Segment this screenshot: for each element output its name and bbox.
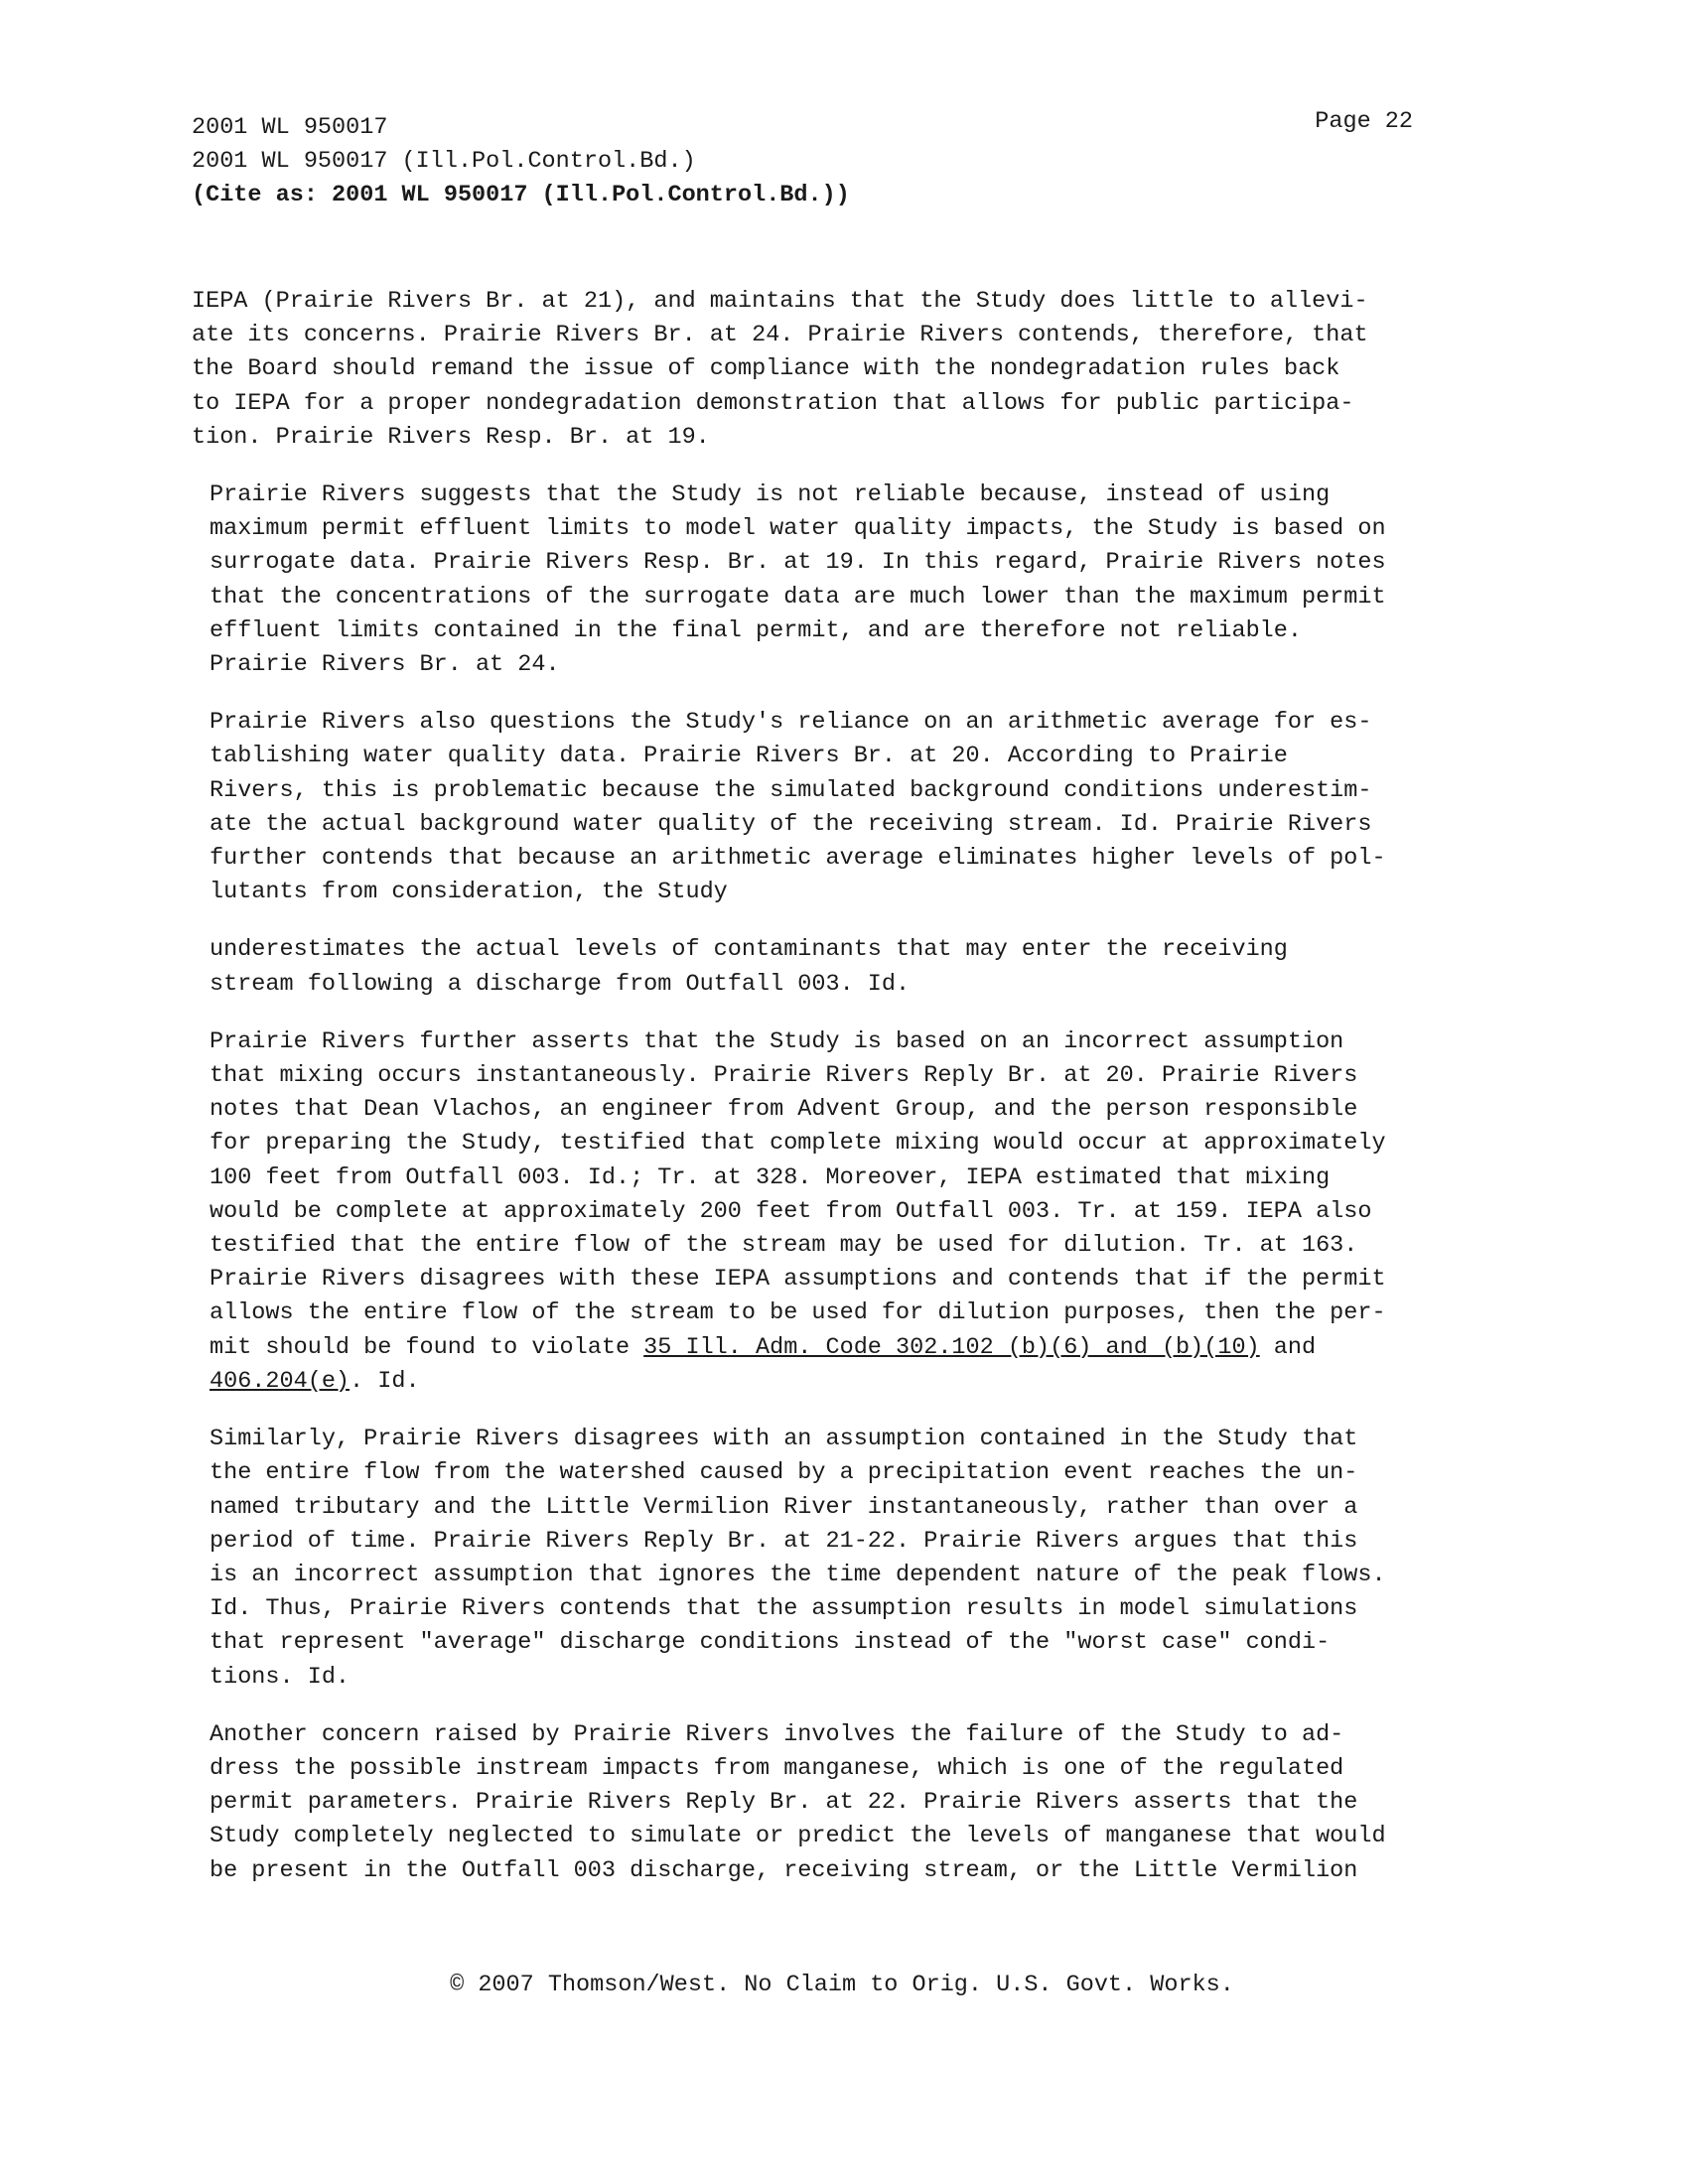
paragraph-5 [192, 1025, 1502, 1399]
text-line: tablishing water quality data. Prairie Rivers Br. at 20. According to Prairie [210, 743, 1288, 770]
text-line: Prairie Rivers disagrees with these IEPA assumptions and contends that if the permit [210, 1266, 1386, 1294]
paragraph-4 [192, 933, 1502, 1001]
text-line: Id. Thus, Prairie Rivers contends that the assumption results in model simulations [210, 1595, 1358, 1623]
text-line: Prairie Rivers also questions the Study's reliance on an arithmetic average for es- [210, 709, 1372, 737]
paragraph-6 [192, 1423, 1502, 1695]
text-segment: . Id. [350, 1367, 420, 1395]
text-segment: mit should be found to violate [210, 1333, 644, 1361]
text-line: that represent "average" discharge conditions instead of the "worst case" condi- [210, 1629, 1331, 1657]
text-line: Prairie Rivers suggests that the Study is not reliable because, instead of using [210, 481, 1331, 509]
page-header [192, 108, 1413, 212]
text-line: notes that Dean Vlachos, an engineer from Advent Group, and the person responsible [210, 1096, 1358, 1124]
text-line: permit parameters. Prairie Rivers Reply Br. at 22. Prairie Rivers asserts that the [210, 1789, 1358, 1817]
text-line: testified that the entire flow of the stream may be used for dilution. Tr. at 163. [210, 1232, 1358, 1260]
text-line: Rivers, this is problematic because the simulated background conditions underestim- [210, 776, 1372, 804]
text-line: stream following a discharge from Outfall 003. Id. [210, 970, 911, 998]
cite-as-line: (Cite as: 2001 WL 950017 (Ill.Pol.Control.Bd.)) [192, 182, 850, 208]
text-line: would be complete at approximately 200 feet from Outfall 003. Tr. at 159. IEPA also [210, 1197, 1372, 1225]
text-line: tion. Prairie Rivers Resp. Br. at 19. [192, 423, 710, 451]
paragraph-1 [192, 285, 1502, 455]
text-line-with-link [210, 1331, 1502, 1365]
text-line: the entire flow from the watershed caused by a precipitation event reaches the un- [210, 1459, 1358, 1487]
text-line: named tributary and the Little Vermilion River instantaneously, rather than over a [210, 1493, 1358, 1521]
text-line: effluent limits contained in the final permit, and are therefore not reliable. [210, 616, 1302, 644]
text-line: period of time. Prairie Rivers Reply Br. at 21-22. Prairie Rivers argues that this [210, 1527, 1358, 1555]
text-line: to IEPA for a proper nondegradation demonstration that allows for public participa- [192, 389, 1354, 417]
citation-line-2: 2001 WL 950017 (Ill.Pol.Control.Bd.) [192, 148, 696, 175]
text-line: dress the possible instream impacts from manganese, which is one of the regulated [210, 1754, 1344, 1782]
text-line: the Board should remand the issue of compliance with the nondegradation rules back [192, 355, 1340, 383]
text-line: tions. Id. [210, 1663, 351, 1691]
text-line: 100 feet from Outfall 003. Id.; Tr. at 328. Moreover, IEPA estimated that mixing [210, 1163, 1331, 1191]
statute-link-302-102[interactable]: 35 Ill. Adm. Code 302.102 (b)(6) and (b)(10) [643, 1333, 1260, 1361]
text-line-with-link [210, 1365, 1502, 1399]
text-line: ate the actual background water quality of the receiving stream. Id. Prairie Rivers [210, 810, 1372, 838]
text-line: surrogate data. Prairie Rivers Resp. Br. at 19. In this regard, Prairie Rivers notes [210, 549, 1386, 577]
text-segment: and [1259, 1333, 1317, 1361]
statute-link-406-204[interactable]: 406.204(e) [210, 1367, 351, 1395]
text-line: that mixing occurs instantaneously. Prairie Rivers Reply Br. at 20. Prairie Rivers [210, 1062, 1358, 1090]
text-line: be present in the Outfall 003 discharge, receiving stream, or the Little Vermilion [210, 1856, 1358, 1884]
paragraph-7 [192, 1718, 1502, 1888]
text-line: Prairie Rivers further asserts that the Study is based on an incorrect assumption [210, 1027, 1344, 1055]
text-line: is an incorrect assumption that ignores the time dependent nature of the peak flows. [210, 1561, 1386, 1588]
page-number: Page 22 [1315, 108, 1413, 135]
text-line: Similarly, Prairie Rivers disagrees with an assumption contained in the Study that [210, 1426, 1358, 1453]
text-line: for preparing the Study, testified that complete mixing would occur at approximately [210, 1130, 1386, 1158]
text-line: maximum permit effluent limits to model water quality impacts, the Study is based on [210, 515, 1386, 543]
text-line: ate its concerns. Prairie Rivers Br. at 24. Prairie Rivers contends, therefore, that [192, 322, 1368, 349]
text-line: further contends that because an arithmetic average eliminates higher levels of pol- [210, 845, 1386, 873]
text-line: Study completely neglected to simulate or predict the levels of manganese that would [210, 1823, 1386, 1850]
copyright-footer: © 2007 Thomson/West. No Claim to Orig. U.S. Govt. Works. [450, 1972, 1234, 1998]
text-line: IEPA (Prairie Rivers Br. at 21), and maintains that the Study does little to allevi- [192, 288, 1368, 315]
paragraph-3 [192, 706, 1502, 909]
document-body [192, 285, 1502, 1912]
text-line: allows the entire flow of the stream to be used for dilution purposes, then the per- [210, 1299, 1386, 1327]
text-line: underestimates the actual levels of contaminants that may enter the receiving [210, 936, 1288, 964]
citation-line-1: 2001 WL 950017 [192, 114, 388, 141]
text-line: lutants from consideration, the Study [210, 879, 728, 906]
text-line: that the concentrations of the surrogate data are much lower than the maximum permit [210, 583, 1386, 611]
text-line: Prairie Rivers Br. at 24. [210, 651, 560, 679]
text-line: Another concern raised by Prairie Rivers involves the failure of the Study to ad- [210, 1720, 1344, 1748]
paragraph-2 [192, 478, 1502, 682]
